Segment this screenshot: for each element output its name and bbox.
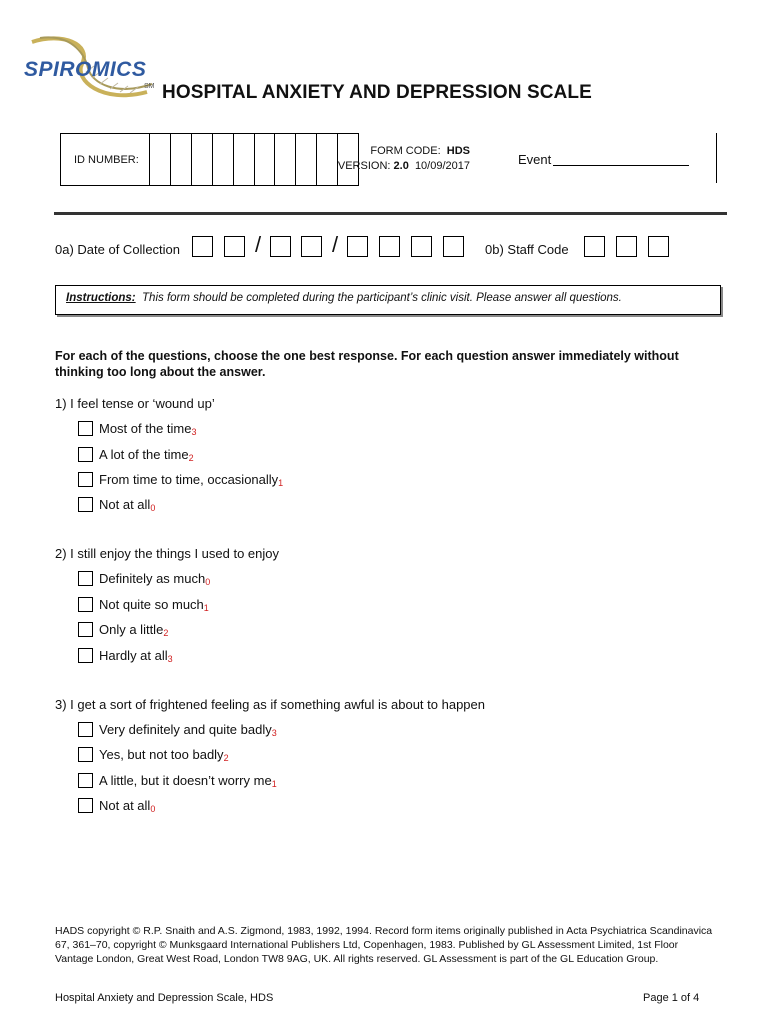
q3-option[interactable] xyxy=(78,773,277,788)
option-label: Definitely as much xyxy=(99,571,206,586)
option-label: Not at all xyxy=(99,798,151,813)
score-value: 0 xyxy=(150,803,156,814)
checkbox[interactable] xyxy=(78,622,93,637)
score-value: 3 xyxy=(167,653,173,664)
date-digit-box[interactable] xyxy=(379,236,400,257)
option-label: Hardly at all xyxy=(99,648,168,663)
checkbox[interactable] xyxy=(78,571,93,586)
q1-option[interactable] xyxy=(78,447,194,462)
header-rule xyxy=(54,212,727,215)
date-separator: / xyxy=(255,232,262,257)
checkbox[interactable] xyxy=(78,597,93,612)
checkbox[interactable] xyxy=(78,497,93,512)
question-3: 3) I get a sort of frightened feeling as if something awful is about to happen xyxy=(55,697,485,712)
event-label: Event xyxy=(518,152,552,167)
id-digit-cell[interactable] xyxy=(254,134,275,185)
version-label: VERSION: xyxy=(337,160,391,172)
page-number: Page 1 of 4 xyxy=(643,992,700,1004)
q2-option[interactable] xyxy=(78,648,173,663)
option-label: Most of the time xyxy=(99,421,192,436)
q3-option[interactable] xyxy=(78,798,155,813)
question-2: 2) I still enjoy the things I used to enjoy xyxy=(55,546,280,561)
date-digit-box[interactable] xyxy=(192,236,213,257)
date-digit-box[interactable] xyxy=(301,236,322,257)
option-label: Only a little xyxy=(99,622,164,637)
score-value: 2 xyxy=(188,452,194,463)
instructions-body: This form should be completed during the participant’s clinic visit. Please answer all questions. xyxy=(142,292,622,304)
score-value: 1 xyxy=(278,477,284,488)
date-digit-box[interactable] xyxy=(411,236,432,257)
option-label: Yes, but not too badly xyxy=(99,747,224,762)
logo-trademark: SM xyxy=(144,83,155,90)
instructions-label: Instructions: xyxy=(66,292,136,304)
option-label: Not quite so much xyxy=(99,597,204,612)
checkbox[interactable] xyxy=(78,773,93,788)
q1-option[interactable] xyxy=(78,472,283,487)
q2-option[interactable] xyxy=(78,622,168,637)
score-value: 3 xyxy=(271,727,277,738)
option-label: A little, but it doesn’t worry me xyxy=(99,773,272,788)
q1-option[interactable] xyxy=(78,421,197,436)
version-value: 2.0 xyxy=(393,160,409,172)
score-value: 2 xyxy=(163,627,169,638)
footer-form-name: Hospital Anxiety and Depression Scale, HDS xyxy=(55,992,274,1004)
date-digit-box[interactable] xyxy=(347,236,368,257)
q3-option[interactable] xyxy=(78,722,277,737)
score-value: 0 xyxy=(205,576,211,587)
date-of-collection-label: 0a) Date of Collection xyxy=(55,242,181,257)
score-value: 2 xyxy=(223,752,229,763)
date-digit-box[interactable] xyxy=(270,236,291,257)
staff-code-label: 0b) Staff Code xyxy=(485,242,569,257)
score-value: 1 xyxy=(271,778,277,789)
copyright-notice: HADS copyright © R.P. Snaith and A.S. Zigmond, 1983, 1992, 1994. Record form items originally published in Acta Psychiatrica Scandinavica 67, 361–70, copyright © Munksgaard International Publishers Ltd, Copenhagen, 1983. Published by GL Assessment Limited, 1st Floor Vantage London, Great West Road, London TW8 9AG, UK. All rights reserved. GL Assessment is part of the GL Education Group. xyxy=(55,925,713,965)
vertical-divider xyxy=(716,133,717,183)
score-value: 1 xyxy=(203,602,209,613)
lead-instruction: For each of the questions, choose the one best response. For each question answer immediately without thinking too long about the answer. xyxy=(55,349,679,379)
checkbox[interactable] xyxy=(78,747,93,762)
checkbox[interactable] xyxy=(78,648,93,663)
form-code-label: FORM CODE: xyxy=(370,145,441,157)
checkbox[interactable] xyxy=(78,421,93,436)
q2-option[interactable] xyxy=(78,571,210,586)
logo-text: SPIROMICS xyxy=(24,58,147,81)
date-digit-box[interactable] xyxy=(224,236,245,257)
date-digit-box[interactable] xyxy=(443,236,464,257)
id-number-box xyxy=(60,133,359,186)
id-digit-cell[interactable] xyxy=(149,134,170,185)
staff-code-box[interactable] xyxy=(616,236,637,257)
score-value: 3 xyxy=(191,426,197,437)
score-value: 0 xyxy=(150,502,156,513)
staff-code-box[interactable] xyxy=(584,236,605,257)
form-code-block xyxy=(335,144,470,174)
id-digit-cell[interactable] xyxy=(170,134,191,185)
id-digit-cell[interactable] xyxy=(295,134,316,185)
checkbox[interactable] xyxy=(78,472,93,487)
q2-option[interactable] xyxy=(78,597,209,612)
option-label: From time to time, occasionally xyxy=(99,472,279,487)
id-number-label: ID NUMBER: xyxy=(74,153,139,166)
option-label: Very definitely and quite badly xyxy=(99,722,272,737)
date-separator: / xyxy=(332,232,339,257)
question-1: 1) I feel tense or ‘wound up’ xyxy=(55,396,215,411)
checkbox[interactable] xyxy=(78,798,93,813)
instructions-text xyxy=(66,292,622,304)
staff-code-box[interactable] xyxy=(648,236,669,257)
q1-option[interactable] xyxy=(78,497,155,512)
id-digit-cell[interactable] xyxy=(233,134,254,185)
page-title: HOSPITAL ANXIETY AND DEPRESSION SCALE xyxy=(162,82,592,103)
q3-option[interactable] xyxy=(78,747,229,762)
checkbox[interactable] xyxy=(78,447,93,462)
version-date: 10/09/2017 xyxy=(414,160,470,172)
event-field[interactable] xyxy=(553,165,689,166)
id-digit-cell[interactable] xyxy=(274,134,295,185)
id-digit-cell[interactable] xyxy=(191,134,212,185)
id-digit-cell[interactable] xyxy=(212,134,233,185)
checkbox[interactable] xyxy=(78,722,93,737)
option-label: Not at all xyxy=(99,497,151,512)
option-label: A lot of the time xyxy=(99,447,189,462)
form-code-value: HDS xyxy=(446,145,470,157)
